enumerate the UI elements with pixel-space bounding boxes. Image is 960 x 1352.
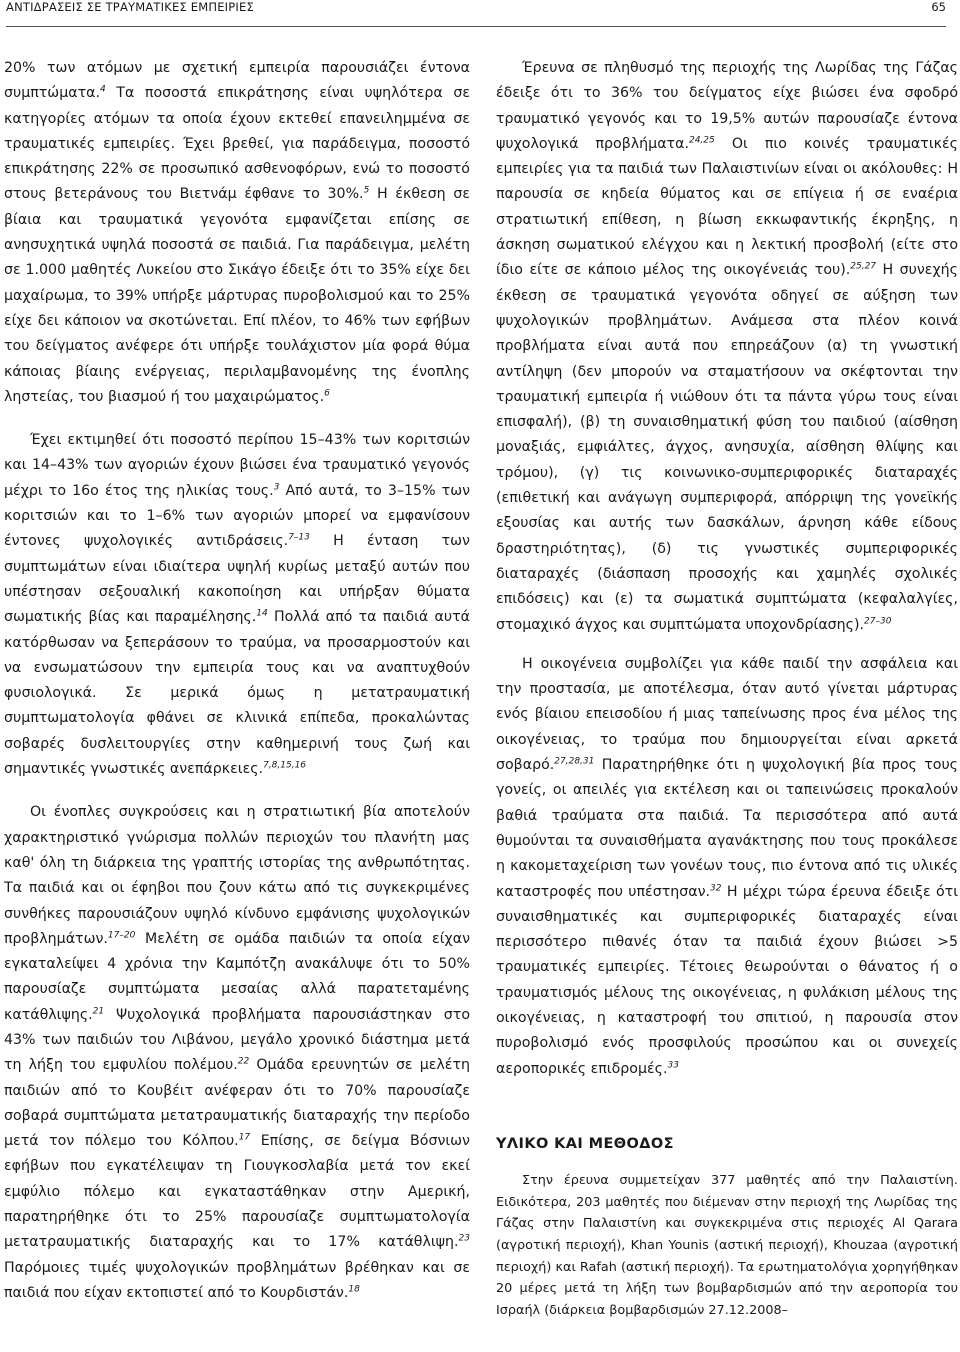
citation-ref: 4 bbox=[99, 84, 106, 95]
text-run: Από αυτά, το 3–15% των κοριτσιών και το 1–6% των αγοριών μπορεί να εμφανίσουν έντονες ψυχολογικές αντιδράσεις. bbox=[4, 482, 470, 550]
text-run: Ομάδα ερευνητών σε μελέτη παιδιών από το Κουβέιτ ανέφεραν ότι το 70% παρουσίαζε σοβαρά συμπτώματα μετατραυματικής διαταραχής την περίοδο μετά τον πόλεμο του Κόλπου. bbox=[4, 1057, 471, 1150]
citation-ref: 24,25 bbox=[688, 135, 715, 146]
page-header bbox=[6, 0, 946, 27]
text-run: Πολλά από τα παιδιά αυτά κατόρθωσαν να ξεπεράσουν το τραύμα, να προσαρμοστούν και να ενσωματώσουν την εμπειρία τους και να αναπτυχθούν φυσιολογικά. Σε μερικά όμως η μετατραυματική συμπτωματολογία φθάνει σε κλινικά επίπεδα, προκαλώντας σοβαρές δυσλειτουργίες στην καθημερινή τους ζωή και σημαντικές γνωστικές ανεπάρκειες. bbox=[4, 609, 470, 778]
citation-ref: 7,8,15,16 bbox=[263, 760, 307, 771]
paragraph-family bbox=[496, 652, 958, 1082]
text-run: Μελέτη σε ομάδα παιδιών τα οποία είχαν εγκαταλείψει 4 χρόνια την Καμπότζη ανακάλυψε ότι το 50% παρουσίαζε συμπτώματα μεσαίας αλλά παρατεταμένης κατάθλιψης. bbox=[4, 930, 470, 1023]
text-run: Οι ένοπλες συγκρούσεις και η στρατιωτική βία αποτελούν χαρακτηριστικό γνώρισμα πολλών περιοχών του πλανήτη μας καθ' όλη τη διάρκεια της γραπτής ιστορίας της ανθρωπότητας. Τα παιδιά και οι έφηβοι που ζουν κάτω από τις συγκεκριμένες συνθήκες παρουσιάζουν υψηλό κίνδυνο εμφάνισης ψυχολογικών προβλημάτων. bbox=[4, 804, 470, 947]
paragraph-children-trauma bbox=[4, 428, 470, 782]
citation-ref: 25,27 bbox=[850, 261, 877, 272]
text-run: Τα ποσοστά επικράτησης είναι υψηλότερα σε κατηγορίες ατόμων τα οποία έχουν εκτεθεί επανειλημμένα σε τραυματικές εμπειρίες. Έχει βρεθεί, για παράδειγμα, ποσοστό επικράτησης 22% σε προσωπικό ασθενοφόρων, ενώ το ποσοστό στους βετεράνους του Βιετνάμ έφθανε το 30%. bbox=[4, 85, 470, 203]
citation-ref: 27–30 bbox=[864, 615, 892, 626]
text-run: Έρευνα σε πληθυσμό της περιοχής της Λωρίδας της Γάζας έδειξε ότι το 36% του δείγματος είχε βιώσει ένα σφοδρό τραυματικό γεγονός και το 19,5% αυτών παρουσίαζε έντονα ψυχολογικά προβλήματα. bbox=[496, 60, 958, 152]
right-column bbox=[496, 56, 958, 1322]
text-run: 20% των ατόμων με σχετική εμπειρία παρουσιάζει έντονα συμπτώματα. bbox=[4, 60, 470, 102]
citation-ref: 22 bbox=[237, 1056, 250, 1067]
running-title: ΑΝΤΙΔΡΑΣΕΙΣ ΣΕ ΤΡΑΥΜΑΤΙΚΕΣ ΕΜΠΕΙΡΙΕΣ bbox=[6, 0, 254, 14]
citation-ref: 23 bbox=[458, 1233, 470, 1244]
citation-ref: 3 bbox=[273, 482, 280, 493]
citation-ref: 21 bbox=[92, 1005, 105, 1016]
citation-ref: 18 bbox=[348, 1284, 360, 1295]
text-run: Ψυχολογικά προβλήματα παρουσιάστηκαν στο 43% των παιδιών του Λιβάνου, μεγάλο χρονικό διάστημα μετά τη λήξη του εμφυλίου πολέμου. bbox=[4, 1006, 470, 1074]
paragraph-ptsd-prevalence bbox=[4, 56, 470, 410]
text-run: Επίσης, σε δείγμα Βόσνιων εφήβων που εγκατέλειψαν τη Γιουγκοσλαβία μετά τον εκεί εμφύλιο πόλεμο και εγκαταστάθηκαν στην Αμερική, παρατηρήθηκε ότι το 25% παρουσίαζε συμπτωματολογία μετατραυματικής διαταραχής και το 17% κατάθλιψη. bbox=[4, 1133, 470, 1251]
citation-ref: 27,28,31 bbox=[554, 756, 595, 767]
citation-ref: 5 bbox=[363, 185, 370, 196]
citation-ref: 33 bbox=[667, 1059, 679, 1070]
text-run: Παρόμοιες τιμές ψυχολογικών προβλημάτων βρέθηκαν και σε παιδιά που είχαν εκτοπιστεί από το Κουρδιστάν. bbox=[4, 1259, 470, 1301]
text-run: Στην έρευνα συμμετείχαν 377 μαθητές από την Παλαιστίνη. Ειδικότερα, 203 μαθητές που διέμεναν στην περιοχή της Λωρίδας της Γάζας στην Παλαιστίνη και συγκεκριμένα στις περιοχές Al Qarara (αγροτική περιοχή), Khan Younis (αστική περιοχή), Khouzaa (αγροτική περιοχή) και Rafah (αστική περιοχή). Τα ερωτηματολόγια χορηγήθηκαν 20 μέρες μετά τη λήξη των βομβαρδισμών από την αεροπορία του Ισραήλ (διάρκεια βομβαρδισμών 27.12.2008– bbox=[496, 1172, 958, 1319]
paragraph-methods bbox=[496, 1170, 958, 1322]
citation-ref: 6 bbox=[324, 388, 330, 399]
text-run: Η οικογένεια συμβολίζει για κάθε παιδί την ασφάλεια και την προστασία, με αποτέλεσμα, όταν αυτό γίνεται μάρτυρας ενός βίαιου επεισοδίου ή μιας ταπείνωσης προς ένα μέλος της οικογένειας, το τραύμα που δημιουργείται είναι αρκετά σοβαρό. bbox=[496, 655, 958, 774]
citation-ref: 32 bbox=[710, 882, 722, 893]
text-run: Έχει εκτιμηθεί ότι ποσοστό περίπου 15–43% των κοριτσιών και 14–43% των αγοριών έχουν βιώσει ένα τραυματικό γεγονός μέχρι το 16ο έτος της ηλικίας τους. bbox=[4, 432, 470, 499]
text-run: Οι πιο κοινές τραυματικές εμπειρίες για τα παιδιά των Παλαιστινίων είναι οι ακόλουθες: Η παρουσία σε κηδεία θύματος και σε επίγεια ή σε εναέρια στρατιωτική επίθεση, η βίωση εκκωφαντικής έκρηξης, η άσκηση σωματικού ελέγχου και η λεκτική προσβολή (είτε στο ίδιο είτε σε κάποιο μέλος της οικογένειάς του). bbox=[496, 135, 958, 279]
text-run: Η μέχρι τώρα έρευνα έδειξε ότι συναισθηματικές και συμπεριφορικές διαταραχές είναι περισσότερο πιθανές όταν τα παιδιά έχουν βιώσει >5 τραυματικές εμπειρίες. Τέτοιες θεωρούνται ο θάνατος ή ο τραυματισμός μέλους της οικογένειας, η φυλάκιση μέλους της οικογένειας, η καταστροφή του σπιτιού, η παρουσία στον πυροβολισμό ενός προσφιλούς προσώπου και οι συνεχείς αεροπορικές επιδρομές. bbox=[496, 883, 958, 1077]
page-number: 65 bbox=[931, 0, 946, 14]
text-run: Η ένταση των συμπτωμάτων είναι ιδιαίτερα υψηλή κυρίως μεταξύ αυτών που υπέστησαν σεξουαλική κακοποίηση και υπήρξαν θύματα σωματικής βίας και παραμέλησης. bbox=[4, 533, 470, 626]
citation-ref: 17–20 bbox=[107, 930, 136, 941]
text-run: Παρατηρήθηκε ότι η ψυχολογική βία προς τους γονείς, οι απειλές για εκτέλεση και οι ταπεινώσεις προκαλούν βαθιά τραύματα στα παιδιά. Τα περισσότερα από αυτά θυμούνται τα συναισθήματα αγανάκτησης που τους προκάλεσε η κακομεταχείριση των γονέων τους, πιο έντονα από τις υλικές καταστροφές που υπέστησαν. bbox=[496, 757, 958, 900]
text-run: Η συνεχής έκθεση σε τραυματικά γεγονότα οδηγεί σε αύξηση των ψυχολογικών προβλημάτων. Ανάμεσα στα πλέον κοινά προβλήματα είναι αυτά που επηρεάζουν (α) τη γνωστική αντίληψη (δεν μπορούν να σταματήσουν να σκέφτονται την τραυματική εμπειρία ή νιώθουν ότι τα πάντα γύρω τους είναι επισφαλή), (β) τη συναισθηματική φύση του παιδιού (αίσθηση μοναξιάς, εμφιάλτες, άγχος, ανησυχία, αίσθηση θλίψης και τρόμου), (γ) τις κοινωνικο-συμπεριφορικές διαταραχές (επιθετική και ανάγωγη συμπεριφορά, απόρριψη της γονεϊκής εξουσίας και αυτής των δασκάλων, άρνηση κάθε είδους δραστηριότητας), (δ) τις γνωστικές συμπεριφορικές διαταραχές (διάσπαση προσοχής και χαμηλές σχολικές επιδόσεις) και (ε) τα σωματικά συμπτώματα (κεφαλαλγίες, στομαχικό άγχος και συμπτώματα υποχονδρίασης). bbox=[496, 262, 958, 633]
citation-ref: 7–13 bbox=[288, 532, 310, 543]
paragraph-armed-conflict bbox=[4, 800, 470, 1306]
left-column bbox=[4, 56, 470, 1306]
paragraph-gaza-study bbox=[496, 56, 958, 638]
citation-ref: 17 bbox=[238, 1132, 251, 1143]
text-run: Η έκθεση σε βίαια και τραυματικά γεγονότα εμφανίζεται επίσης σε ανησυχητικά υψηλά ποσοστά σε παιδιά. Για παράδειγμα, μελέτη σε 1.000 μαθητές Λυκείου στο Σικάγο έδειξε ότι το 35% είχε δει μαχαίρωμα, το 39% υπήρξε μάρτυρας πυροβολισμού και το 25% είχε δει κάποιον να σκοτώνεται. Επί πλέον, το 46% των εφήβων του δείγματος ανέφερε ότι υπήρξε τουλάχιστον μία φορά θύμα κάποιας βίαιης ενέργειας, περιλαμβανομένης της ένοπλης ληστείας, του βιασμού ή του μαχαιρώματος. bbox=[4, 186, 470, 405]
citation-ref: 14 bbox=[256, 608, 268, 619]
section-heading-methods: ΥΛΙΚΟ ΚΑΙ ΜΕΘΟΔΟΣ bbox=[496, 1135, 674, 1152]
